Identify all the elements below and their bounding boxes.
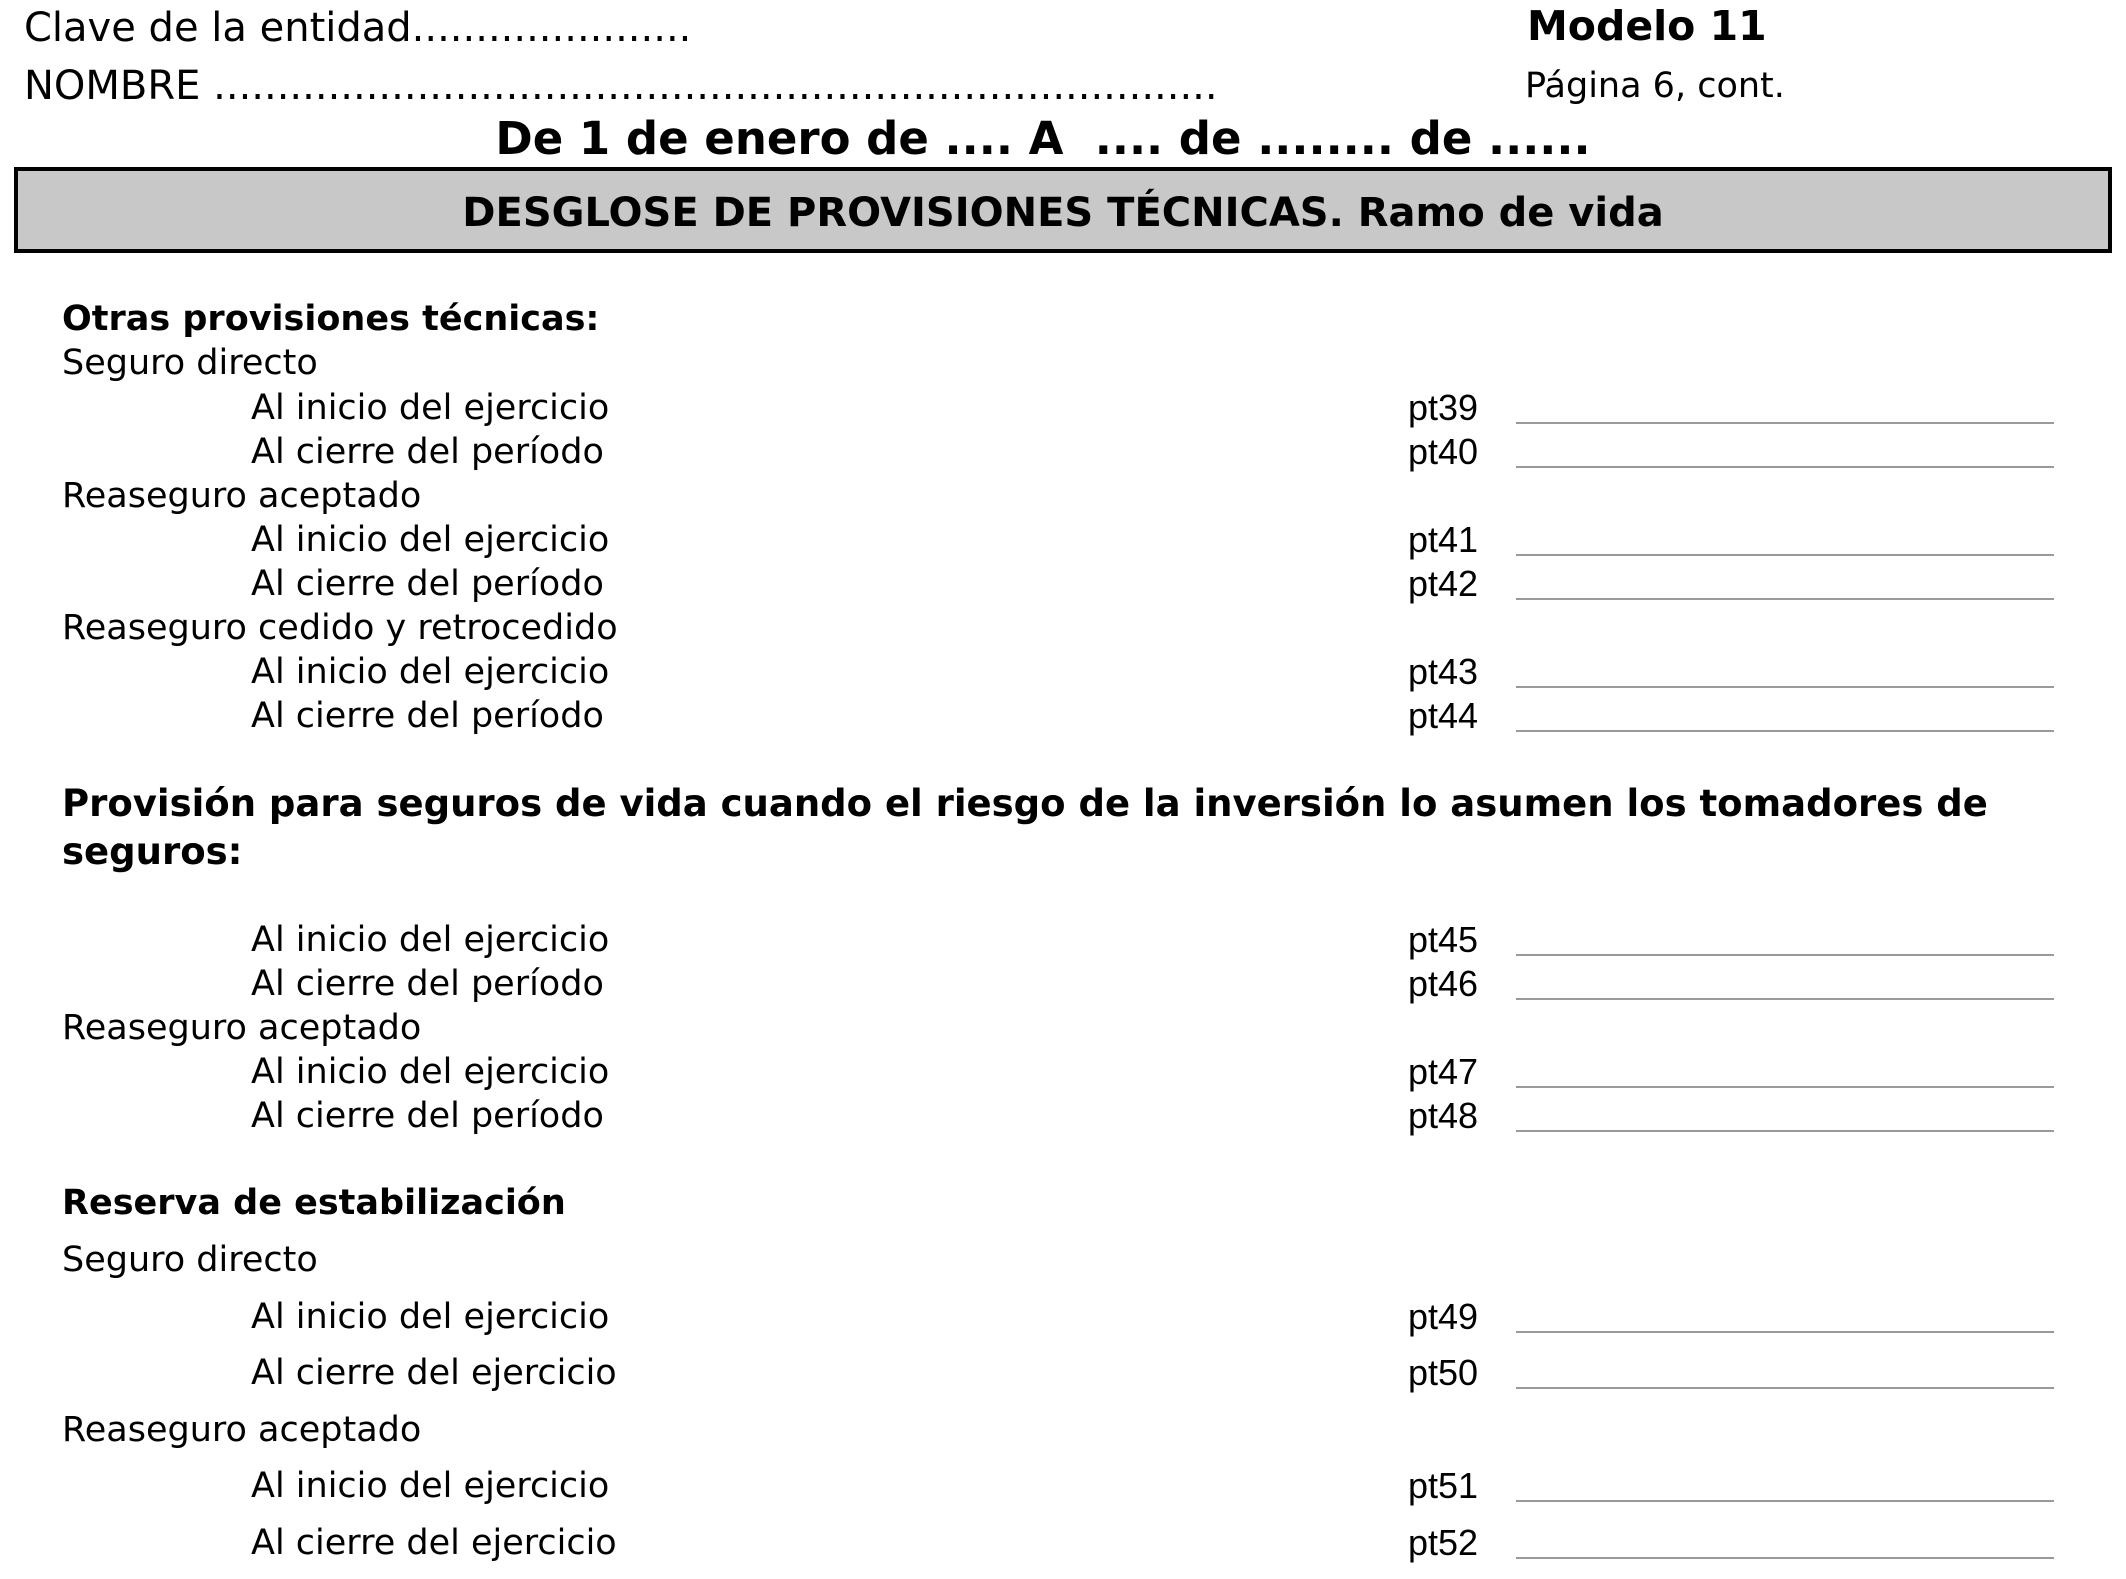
row-label: Al inicio del ejercicio (251, 920, 610, 960)
row-label: Al cierre del ejercicio (251, 1523, 617, 1563)
group-seguro-directo-2 (0, 1240, 2126, 1280)
row-code: pt50 (1408, 1352, 1479, 1393)
row-code: pt44 (1408, 695, 1479, 736)
pt50-field[interactable] (1516, 1353, 2054, 1389)
pagina-label: Página 6, cont. (1525, 66, 1785, 106)
row-label: Al cierre del período (251, 564, 604, 604)
row-label: Al cierre del período (251, 696, 604, 736)
modelo-title: Modelo 11 (1527, 2, 1767, 50)
row-label: Al cierre del período (251, 1096, 604, 1136)
form-row-pt50 (0, 1353, 2126, 1393)
nombre-line: NOMBRE ............................................................................... (24, 63, 1218, 109)
row-code: pt49 (1408, 1296, 1479, 1337)
pt46-field[interactable] (1516, 964, 2054, 1000)
pt39-field[interactable] (1516, 388, 2054, 424)
pt40-field[interactable] (1516, 432, 2054, 468)
row-label: Al cierre del ejercicio (251, 1353, 617, 1393)
row-code: pt45 (1408, 919, 1479, 960)
form-row-pt42 (0, 564, 2126, 604)
section-title-provision: Provisión para seguros de vida cuando el riesgo de la inversión lo asumen los tomadores de seguros: (62, 782, 1988, 873)
group-reaseguro-cedido (0, 608, 2126, 648)
row-code: pt40 (1408, 431, 1479, 472)
form-row-pt43 (0, 652, 2126, 692)
row-label: Al inicio del ejercicio (251, 1466, 610, 1506)
form-row-pt45 (0, 920, 2126, 960)
row-code: pt51 (1408, 1465, 1479, 1506)
row-label: Al inicio del ejercicio (251, 1052, 610, 1092)
clave-entidad: Clave de la entidad...................... (24, 5, 692, 51)
row-code: pt43 (1408, 651, 1479, 692)
group-reaseguro-aceptado-2 (0, 1008, 2126, 1048)
group-label: Reaseguro cedido y retrocedido (62, 608, 618, 648)
row-label: Al cierre del período (251, 964, 604, 1004)
form-row-pt46 (0, 964, 2126, 1004)
row-code: pt47 (1408, 1051, 1479, 1092)
pt42-field[interactable] (1516, 564, 2054, 600)
pt45-field[interactable] (1516, 920, 2054, 956)
pt51-field[interactable] (1516, 1466, 2054, 1502)
row-code: pt42 (1408, 563, 1479, 604)
section-title: Otras provisiones técnicas: (62, 299, 600, 339)
pt47-field[interactable] (1516, 1052, 2054, 1088)
pt43-field[interactable] (1516, 652, 2054, 688)
row-label: Al inicio del ejercicio (251, 1297, 610, 1337)
group-label: Seguro directo (62, 1240, 318, 1280)
group-label: Reaseguro aceptado (62, 1410, 422, 1450)
row-label: Al inicio del ejercicio (251, 652, 610, 692)
row-code: pt41 (1408, 519, 1479, 560)
row-code: pt48 (1408, 1095, 1479, 1136)
group-seguro-directo (0, 343, 2126, 383)
row-code: pt46 (1408, 963, 1479, 1004)
pt48-field[interactable] (1516, 1096, 2054, 1132)
pt49-field[interactable] (1516, 1297, 2054, 1333)
pt52-field[interactable] (1516, 1523, 2054, 1559)
row-code: pt39 (1408, 387, 1479, 428)
section-title-reserva (0, 1183, 2126, 1223)
form-row-pt52 (0, 1523, 2126, 1563)
group-reaseguro-aceptado-3 (0, 1410, 2126, 1450)
form-row-pt40 (0, 432, 2126, 472)
row-label: Al inicio del ejercicio (251, 388, 610, 428)
row-code: pt52 (1408, 1522, 1479, 1563)
form-row-pt47 (0, 1052, 2126, 1092)
banner-title: DESGLOSE DE PROVISIONES TÉCNICAS. Ramo de vida (462, 190, 1664, 236)
form-row-pt41 (0, 520, 2126, 560)
row-label: Al inicio del ejercicio (251, 520, 610, 560)
row-label: Al cierre del período (251, 432, 604, 472)
periodo-line: De 1 de enero de .... A .... de ........ de ...... (495, 112, 1591, 165)
pt44-field[interactable] (1516, 696, 2054, 732)
section-banner (14, 167, 2112, 253)
form-row-pt44 (0, 696, 2126, 736)
group-label: Reaseguro aceptado (62, 1008, 422, 1048)
group-reaseguro-aceptado (0, 476, 2126, 516)
section-title: Reserva de estabilización (62, 1183, 566, 1223)
pt41-field[interactable] (1516, 520, 2054, 556)
group-label: Seguro directo (62, 343, 318, 383)
form-row-pt51 (0, 1466, 2126, 1506)
section-title-otras (0, 299, 2126, 339)
form-row-pt49 (0, 1297, 2126, 1337)
group-label: Reaseguro aceptado (62, 476, 422, 516)
form-row-pt48 (0, 1096, 2126, 1136)
form-row-pt39 (0, 388, 2126, 428)
